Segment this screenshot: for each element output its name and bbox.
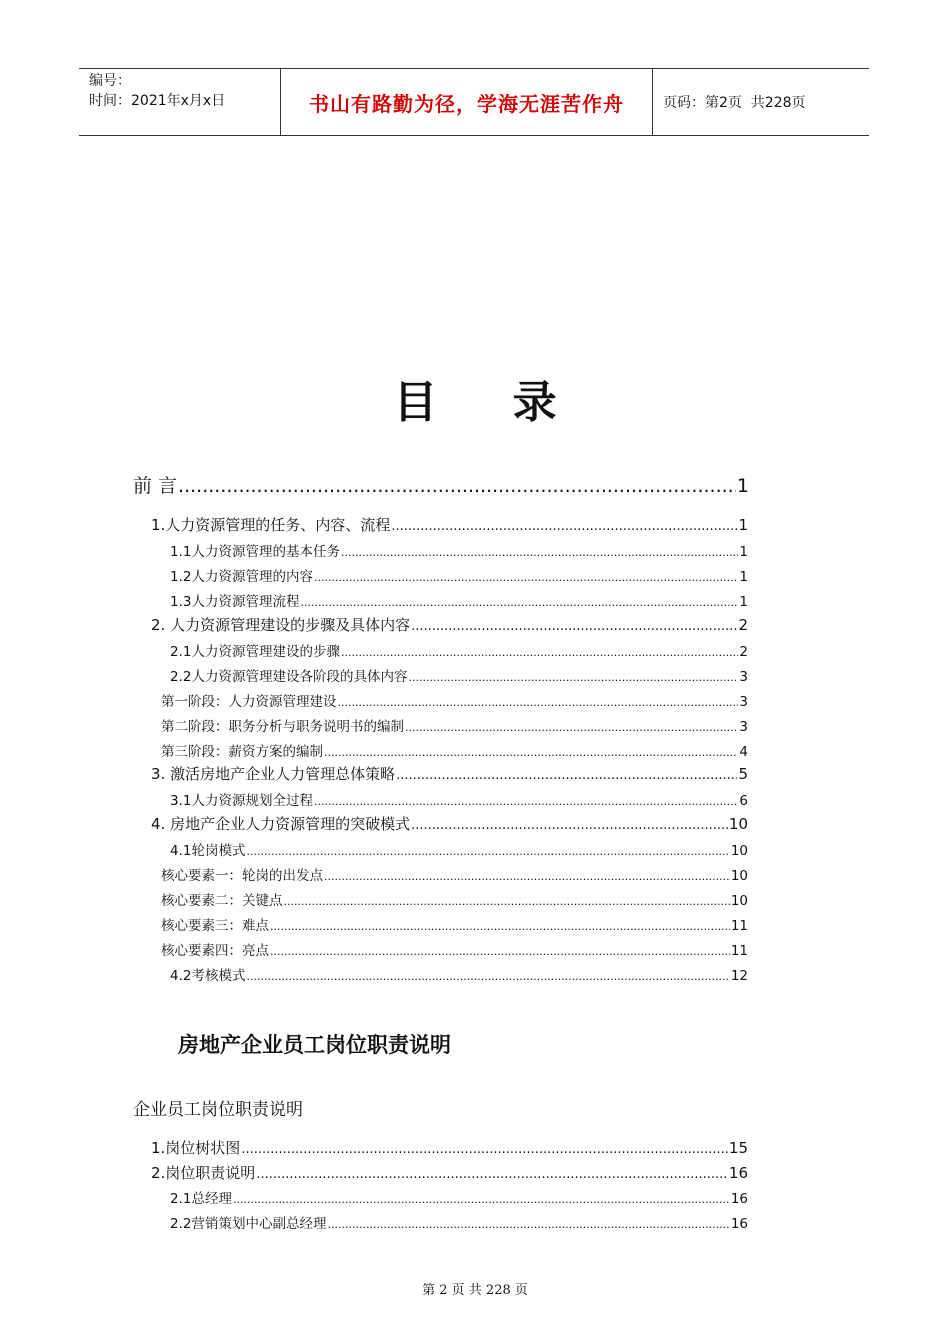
toc-entry-page: 3 xyxy=(739,694,748,710)
toc-entry-page: 1 xyxy=(738,516,748,534)
toc-entry-text: 4.1轮岗模式 xyxy=(170,843,246,859)
toc-entry[interactable] xyxy=(151,514,748,536)
header-page-info: 页码：第2页 共228页 xyxy=(663,95,806,111)
toc-leader-dots xyxy=(300,596,738,609)
toc-entry[interactable] xyxy=(161,889,748,909)
toc-entry-page: 10 xyxy=(730,893,748,909)
toc-entry[interactable] xyxy=(161,715,748,735)
toc-entry-page: 10 xyxy=(730,868,748,884)
toc-entry-page: 16 xyxy=(728,1164,748,1182)
header-time-label: 时间：2021年x月x日 xyxy=(89,93,226,109)
toc-entry[interactable] xyxy=(170,839,748,859)
toc-entry-text: 3.1人力资源规划全过程 xyxy=(170,793,313,809)
toc-leader-dots xyxy=(314,795,738,808)
toc-entry-text: 2.2人力资源管理建设各阶段的具体内容 xyxy=(170,669,408,685)
toc-entry-page: 11 xyxy=(730,918,748,934)
toc-entry-page: 10 xyxy=(728,815,748,833)
toc-entry-page: 11 xyxy=(730,943,748,959)
toc-leader-dots xyxy=(246,845,729,858)
toc-entry-text: 核心要素三：难点 xyxy=(161,918,269,934)
toc-title: 目 录 xyxy=(393,377,587,428)
toc-entry[interactable] xyxy=(151,1162,748,1184)
toc-entry-text: 核心要素一：轮岗的出发点 xyxy=(161,868,323,884)
toc-entry-text: 1.3人力资源管理流程 xyxy=(170,594,300,610)
toc-entry[interactable] xyxy=(133,471,749,497)
toc-leader-dots xyxy=(338,696,739,709)
toc-leader-dots xyxy=(411,818,728,833)
toc-entry-page: 10 xyxy=(730,843,748,859)
toc-leader-dots xyxy=(391,519,737,534)
toc-entry-page: 2 xyxy=(739,644,748,660)
toc-leader-dots xyxy=(396,768,737,783)
toc-entry-page: 1 xyxy=(739,594,748,610)
toc-entry-text: 前 言 xyxy=(133,475,178,497)
header-motto: 书山有路勤为径，学海无涯苦作舟 xyxy=(281,69,653,135)
toc-entry-text: 4. 房地产企业人力资源管理的突破模式 xyxy=(151,815,411,833)
toc-entry-page: 3 xyxy=(739,669,748,685)
toc-entry-text: 第一阶段：人力资源管理建设 xyxy=(161,694,337,710)
toc-entry[interactable] xyxy=(170,540,748,560)
toc-leader-dots xyxy=(324,746,738,759)
toc-entry-page: 16 xyxy=(730,1191,748,1207)
toc-entry[interactable] xyxy=(170,964,748,984)
toc-entry-page: 1 xyxy=(736,475,749,497)
toc-entry[interactable] xyxy=(170,565,748,585)
toc-entry-text: 2. 人力资源管理建设的步骤及具体内容 xyxy=(151,616,411,634)
toc-entry[interactable] xyxy=(170,590,748,610)
toc-entry[interactable] xyxy=(151,813,748,835)
header-number-label: 编号： xyxy=(89,73,131,89)
toc-entry-page: 1 xyxy=(739,544,748,560)
toc-leader-dots xyxy=(270,920,730,933)
toc-entry-page: 2 xyxy=(738,616,748,634)
toc-leader-dots xyxy=(270,945,730,958)
toc-entry-text: 1.人力资源管理的任务、内容、流程 xyxy=(151,516,391,534)
toc-entry-page: 4 xyxy=(739,744,748,760)
toc-leader-dots xyxy=(241,1142,728,1157)
toc-entry[interactable] xyxy=(170,789,748,809)
toc-entry-text: 第二阶段：职务分析与职务说明书的编制 xyxy=(161,719,404,735)
toc-entry[interactable] xyxy=(151,614,748,636)
toc-entry[interactable] xyxy=(170,640,748,660)
subsection-title: 企业员工岗位职责说明 xyxy=(133,1100,303,1120)
toc-entry-text: 1.岗位树状图 xyxy=(151,1139,241,1157)
toc-entry-text: 4.2考核模式 xyxy=(170,968,246,984)
toc-entry-text: 2.1人力资源管理建设的步骤 xyxy=(170,644,340,660)
toc-entry-text: 2.1总经理 xyxy=(170,1191,232,1207)
toc-entry-text: 2.岗位职责说明 xyxy=(151,1164,256,1182)
toc-leader-dots xyxy=(178,475,736,497)
toc-leader-dots xyxy=(284,895,730,908)
toc-entry-text: 核心要素四：亮点 xyxy=(161,943,269,959)
page-header xyxy=(79,68,869,136)
toc-entry-page: 12 xyxy=(730,968,748,984)
toc-entry-page: 3 xyxy=(739,719,748,735)
toc-leader-dots xyxy=(327,1218,729,1231)
toc-entry-text: 第三阶段：薪资方案的编制 xyxy=(161,744,323,760)
toc-entry-page: 5 xyxy=(738,765,748,783)
toc-leader-dots xyxy=(405,721,738,734)
toc-entry[interactable] xyxy=(151,763,748,785)
toc-entry[interactable] xyxy=(161,690,748,710)
toc-entry[interactable] xyxy=(161,740,748,760)
toc-entry-page: 15 xyxy=(728,1139,748,1157)
toc-entry-page: 6 xyxy=(739,793,748,809)
toc-leader-dots xyxy=(341,546,738,559)
toc-entry-text: 1.1人力资源管理的基本任务 xyxy=(170,544,340,560)
toc-entry-page: 16 xyxy=(730,1216,748,1232)
toc-leader-dots xyxy=(314,571,738,584)
toc-leader-dots xyxy=(256,1167,728,1182)
toc-leader-dots xyxy=(246,970,729,983)
header-meta xyxy=(79,69,281,135)
toc-entry-text: 1.2人力资源管理的内容 xyxy=(170,569,313,585)
toc-leader-dots xyxy=(411,619,737,634)
toc-leader-dots xyxy=(408,671,738,684)
toc-entry[interactable] xyxy=(161,914,748,934)
toc-leader-dots xyxy=(341,646,738,659)
toc-entry[interactable] xyxy=(170,665,748,685)
toc-entry[interactable] xyxy=(170,1187,748,1207)
toc-entry[interactable] xyxy=(170,1212,748,1232)
section-title: 房地产企业员工岗位职责说明 xyxy=(178,1032,451,1057)
toc-entry[interactable] xyxy=(151,1137,748,1159)
toc-entry[interactable] xyxy=(161,939,748,959)
toc-entry-page: 1 xyxy=(739,569,748,585)
toc-leader-dots xyxy=(233,1193,730,1206)
toc-leader-dots xyxy=(324,870,730,883)
toc-entry-text: 3. 激活房地产企业人力管理总体策略 xyxy=(151,765,396,783)
toc-entry-text: 核心要素二：关键点 xyxy=(161,893,283,909)
toc-entry[interactable] xyxy=(161,864,748,884)
toc-entry-text: 2.2营销策划中心副总经理 xyxy=(170,1216,327,1232)
page-footer: 第 2 页 共 228 页 xyxy=(422,1283,528,1298)
